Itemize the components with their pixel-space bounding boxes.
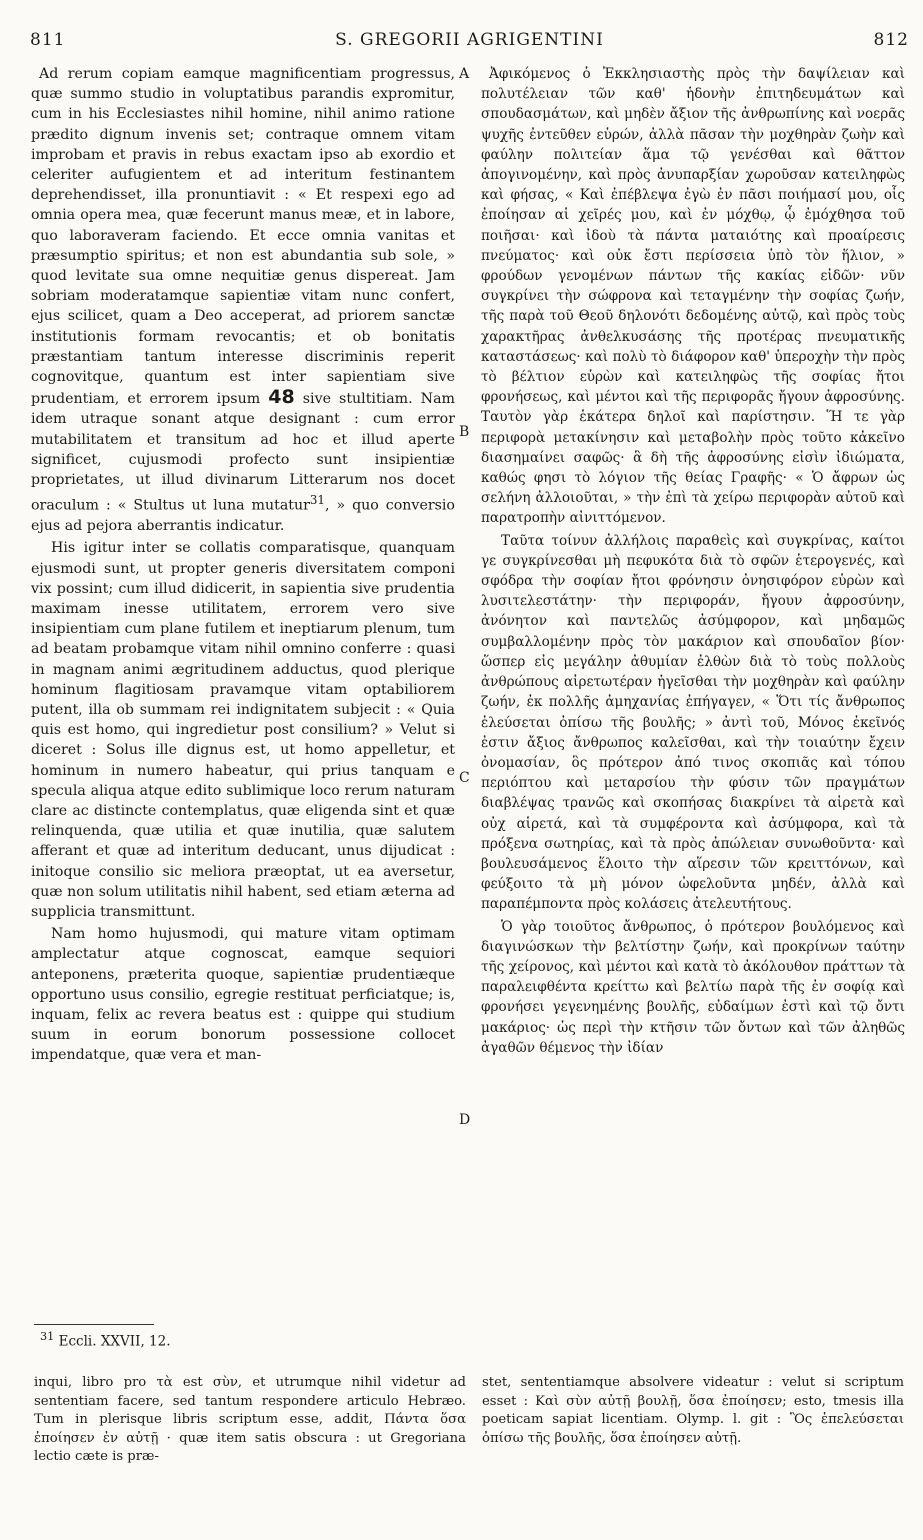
- latin-text: sive stultitiam. Nam idem utraque sonant atque designant : cum error mutabilitatem et transitum ad hoc et illud aperte significet, cujusmodi profecto sunt insipientiæ proprietates, ut illud divinarum Litterarum nos docet oraculum : « Stultus ut luna mutatur: [31, 391, 455, 514]
- footnote-marker: 31: [309, 493, 325, 508]
- footnote-reference: [40, 1330, 171, 1350]
- footnote-left: [34, 1374, 466, 1467]
- running-header: [30, 30, 909, 56]
- greek-page-marker: 48: [268, 386, 295, 409]
- footnote-citation: Eccli. XXVII, 12.: [58, 1333, 171, 1350]
- latin-paragraph-3: Nam homo hujusmodi, qui mature vitam optimam amplectatur atque cognoscat, eamque sequiori anteponens, præterita quoque, sapientiæ prudentiæque opportuno usus consilio, egregie restituat perficiatque; is, inquam, felix ac revera beatus est : quippe qui studium suum in eorum bonorum possessione collocet impendatque, quæ vera et man-: [31, 926, 455, 1064]
- margin-letter-b: B: [459, 424, 470, 440]
- latin-column: [31, 64, 455, 1320]
- latin-text: Ad rerum copiam eamque magnificentiam progressus, quæ summo studio in voluptatibus parandis expromitur, cum in his Ecclesiastes nihil homine, nihil animo ratione prædito dignum invenis set; contraque omnem vitam improbam et pravis in rebus exactam ipso ab exordio et celeriter aufugientem et ad interitum festinantem deprehendisset, illa pronuntiavit : « Et respexi ego ad omnia opera mea, quæ fecerunt manus meæ, et in labore, quo laboraveram faciendo. Et ecce omnia vanitas et præsumptio spiritus; et non est abundantia sub sole, » quod levitate sua omne nequitiæ genus dispereat. Jam sobriam moderatamque sapientiæ vitam nunc confert, ejus scilicet, quam a Deo acceperat, ad priorem sanctæ institutionis formam revocantis; et ob bonitatis præstantiam tantum interesse discriminis reperit cognovitque, quantum est inter sapientiam sive prudentiam, et errorem ipsum: [31, 66, 455, 408]
- greek-paragraph-1: Ἀφικόμενος ὁ Ἐκκλησιαστὴς πρὸς τὴν δαψίλειαν καὶ πολυτέλειαν τῶν καθ' ἡδονὴν ἐπιτηδευμάτων καὶ σπουδασμάτων, καὶ μηδὲν ἄξιον τῆς ἀνθρωπίνης καὶ νοερᾶς ψυχῆς ἐντεῦθεν εὑρών, ἀλλὰ πᾶσαν τὴν μοχθηρὰν ζωὴν καὶ φαύλην πολιτείαν ἅμα τῷ γενέσθαι καὶ θᾶττον ἀπογινομένην, καὶ πρὸς ἀνυπαρξίαν χωροῦσαν κατειληφὼς καὶ φήσας, « Καὶ ἐπέβλεψα ἐγὼ ἐν πᾶσι ποιήμασί μου, οἷς ἐποίησαν αἱ χεῖρές μου, καὶ ἐν μόχθῳ, ᾧ ἐμόχθησα τοῦ ποιῆσαι· καὶ ἰδοὺ τὰ πάντα ματαιότης καὶ προαίρεσις πνεύματος· καὶ οὐκ ἔστι περίσσεια ὑπὸ τὸν ἥλιον, » φρούδων γενομένων πάντων τῆς κακίας εἰδῶν· νῦν συγκρίνει τὴν σώφρονα καὶ τεταγμένην τὴν σοφίας ζωήν, τῆς παρὰ τοῦ Θεοῦ δηλονότι δεδομένης αὐτῷ, καὶ πρὸς τοὺς χαρακτῆρας ἀνθελκυσάσης τῆς προτέρας πνευματικῆς καταστάσεως· καὶ πολὺ τὸ διάφορον καθ' ὑπεροχὴν τὴν πρὸς τὸ βέλτιον εὑρὼν καὶ κατειληφὼς τῆς σοφίας ἤτοι φρονήσεως, καὶ μέντοι καὶ τῆς περιφορᾶς ἤγουν ἀφροσύνης. Ταυτὸν γὰρ ἑκάτερα δηλοῖ καὶ παρίστησιν. Ἥ τε γὰρ περιφορὰ μετακίνησιν καὶ μεταβολὴν πρὸς τοῦτο κἀκεῖνο διασημαίνει σαφῶς· ἃ δὴ τῆς ἀφροσύνης εἰσὶν ἰδιώματα, καθώς φησι τὸ λόγιον τῆς θείας Γραφῆς· « Ὁ ἄφρων ὡς σελήνη ἀλλοιοῦται, » τὴν ἐπὶ τὰ χείρω περιφορὰν αὐτοῦ καὶ παρατροπὴν αἰνιττόμενον.: [481, 66, 905, 527]
- greek-column: [481, 64, 905, 1269]
- margin-letter-d: D: [459, 1112, 471, 1128]
- footnote-right: [482, 1374, 904, 1448]
- page-number-left: 811: [30, 30, 66, 50]
- page-number-right: 812: [873, 30, 909, 50]
- greek-paragraph-2: Ταῦτα τοίνυν ἀλλήλοις παραθεὶς καὶ συγκρίνας, καίτοι γε συγκρίνεσθαι μὴ πεφυκότα διὰ τὸ σφῶν ἑτερογενές, καὶ σφόδρα τὴν σοφίαν ἤτοι φρόνησιν ὀνησιφόρον εὑρὼν καὶ λυσιτελεστάτην· τὴν περιφοράν, ἤγουν ἀφροσύνην, ἀνόνητον καὶ παντελῶς ἀσύμφορον, καὶ μηδαμῶς συμβαλλομένην πρὸς τὸν μακάριον καὶ σπουδαῖον βίον· ὥσπερ εἰς μεγάλην ἀθυμίαν ἐλθὼν διὰ τὸ τοὺς πολλοὺς ἀνθρώπους αἱρετωτέραν ἡγεῖσθαι τὴν μοχθηρὰν καὶ φαύλην ζωήν, ἐκ πολλῆς ἀμηχανίας ἐπήγαγεν, « Ὅτι τίς ἄνθρωπος ἐλεύσεται ὀπίσω τῆς βουλῆς; » ἀντὶ τοῦ, Μόνος ἐκεῖνός ἐστιν ἄξιος ἄνθρωπος καλεῖσθαι, καὶ τὴν τοιαύτην ἔχειν ὀνομασίαν, ὃς πρότερον ἀπό τινος σκοπιᾶς καὶ τόπου περιόπτου καὶ μεταρσίου τὴν φύσιν τῶν πραγμάτων διαβλέψας τρανῶς καὶ σκοπήσας διακρίνει τὰ αἱρετὰ καὶ οὐχ αἱρετά, καὶ τὰ συμφέροντα καὶ ἀσύμφορα, καὶ τὰ πρόξενα σωτηρίας, καὶ τὰ πρὸς ἀπώλειαν συνωθοῦντα· καὶ βουλευσάμενος ἕλοιτο τὴν αἵρεσιν τῶν κρειττόνων, καὶ φεύξοιτο τὰ μὴ μόνον ὠφελοῦντα μηδέν, ἀλλὰ καὶ παραπέμποντα πρὸς κολάσεις ἀτελευτήτους.: [481, 532, 905, 913]
- footnote-divider: [34, 1324, 154, 1325]
- footnote-right-text: stet, sententiamque absolvere videatur : velut si scriptum esset : Καὶ σὺν αὐτῇ βουλῇ, ὅσα ἐποίησεν; esto, tmesis illa poeticam sapiat licentiam. Olymp. l. git : Ὃς ἐπελεύσεται ὀπίσω τῆς βουλῆς, ὅσα ἐποίησεν αὐτῇ.: [482, 1375, 904, 1446]
- footnote-left-text: inqui, libro pro τὰ est σὺν, et utrumque nihil videtur ad sententiam facere, sed tantum respondere articulo Hebræo. Tum in plerisque libris scriptum esse, addit, Πάντα ὅσα ἐποίησεν ἐν αὐτῇ · quæ item satis obscura : ut Gregoriana lectio cæte is præ-: [34, 1375, 466, 1464]
- latin-paragraph-1: [31, 64, 455, 536]
- greek-paragraph-3: Ὁ γὰρ τοιοῦτος ἄνθρωπος, ὁ πρότερον βουλόμενος καὶ διαγινώσκων τὴν βελτίστην ζωήν, καὶ προκρίνων ταύτην τῆς χείρονος, καὶ μέντοι καὶ κατὰ τὸ ἀκόλουθον πράττων τὰ παραλειφθέντα κρείττω καὶ βελτίω παρὰ τῆς ἐν σοφίᾳ καὶ φρονήσει γεγενημένης βουλῆς, εὐδαίμων ἐστὶ καὶ τῷ ὄντι μακάριος· ὡς περὶ τὴν κτῆσιν τῶν ὄντων καὶ τῶν ἀληθῶς ἀγαθῶν θέμενος τὴν ἰδίαν: [481, 918, 905, 1056]
- latin-text: , » quo conversio ejus ad pejora aberrantis indicatur.: [31, 498, 455, 535]
- latin-paragraph-2: His igitur inter se collatis comparatisque, quanquam ejusmodi sunt, ut propter generis diversitatem componi vix possint; cum illud didicerit, in sapientia sive prudentia maximam inesse utilitatem, errorem vero sive insipientiam cum plane futilem et ineptiarum plenum, tum ad beatam probamque vitam nihil omnino conferre : quasi in magnam animi ægritudinem adductus, quod plerique hominum flagitiosam pravamque vitam optabiliorem putent, illa ob summam rei indignitatem subjecit : « Quia quis est homo, qui ingredietur post consilium? » Velut si diceret : Solus ille dignus est, ut homo appelletur, et hominum in numero habeatur, qui prius tanquam e specula aliqua atque edito sublimique loco rerum naturam clare ac distincte contemplatus, quæ eligenda sint et quæ relinquenda, quæ utilia et quæ inutilia, quæ salutem afferant et quæ ad interitum deducant, unus dijudicat : initoque consilio sic meliora præoptat, ut ea aversetur, quæ non solum utilitatis nihil habent, sed etiam æterna ad supplicia transmittunt.: [31, 540, 455, 921]
- footnote-number: 31: [40, 1330, 55, 1343]
- margin-letter-c: C: [459, 770, 470, 786]
- margin-letter-a: A: [459, 66, 470, 82]
- running-title: S. GREGORII AGRIGENTINI: [335, 30, 604, 50]
